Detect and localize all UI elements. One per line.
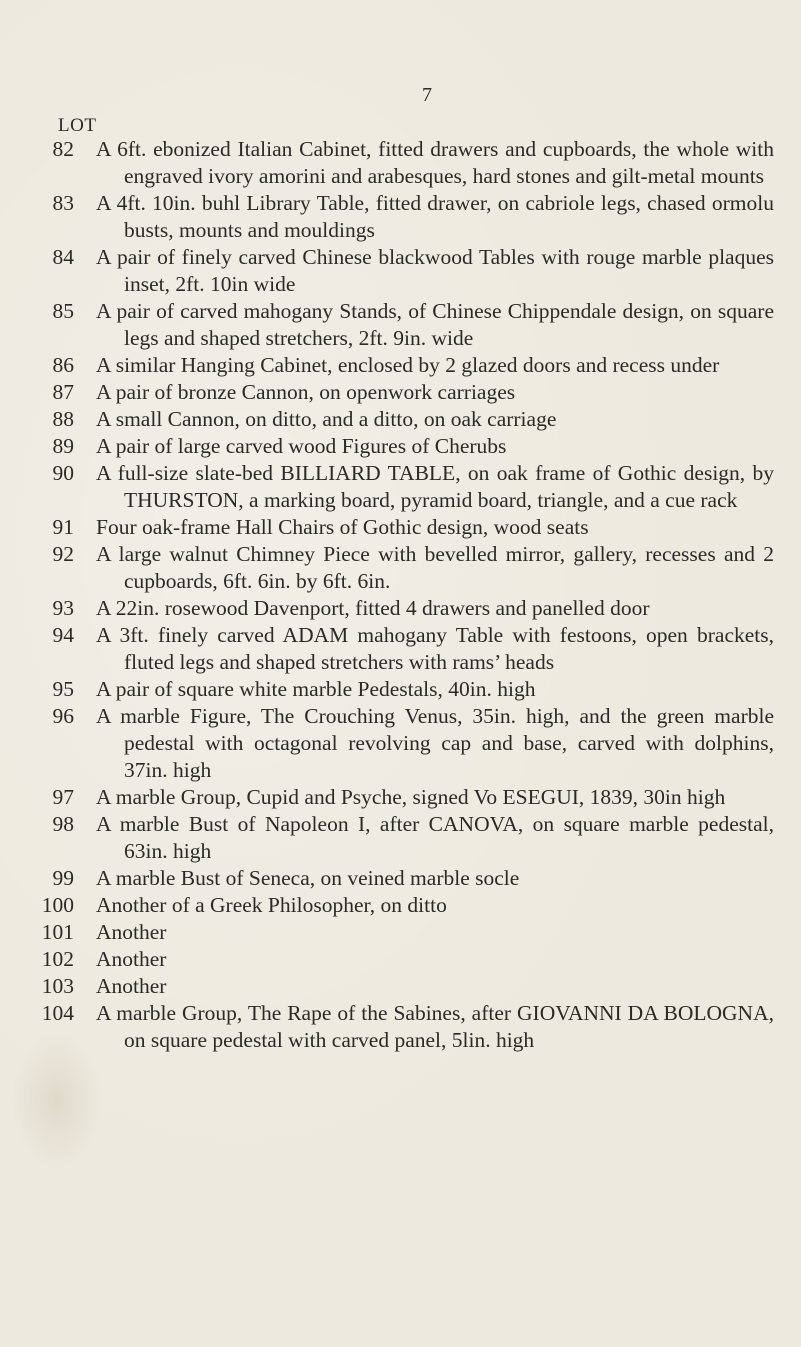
lot-number: 104 xyxy=(41,1001,74,1025)
lot-entry xyxy=(0,136,801,190)
lot-number: 86 xyxy=(52,353,74,377)
lot-entry xyxy=(0,298,801,352)
lot-entry xyxy=(0,352,801,379)
lot-description: A marble Bust of Napoleon I, after CANOVA, on square marble pedestal, 63in. high xyxy=(96,812,774,863)
lot-entry xyxy=(0,190,801,244)
lot-description: Four oak-frame Hall Chairs of Gothic design, wood seats xyxy=(96,515,589,539)
lot-number: 98 xyxy=(52,812,74,836)
lot-number: 103 xyxy=(41,974,74,998)
lot-number: 87 xyxy=(52,380,74,404)
lot-number: 82 xyxy=(52,137,74,161)
lot-description: A full-size slate-bed BILLIARD TABLE, on oak frame of Gothic design, by THURSTON, a marking board, pyramid board, triangle, and a cue rack xyxy=(96,461,774,512)
lot-number: 90 xyxy=(52,461,74,485)
lot-number: 95 xyxy=(52,677,74,701)
lot-description: A marble Group, Cupid and Psyche, signed Vo ESEGUI, 1839, 30in high xyxy=(96,785,726,809)
lot-description: A pair of square white marble Pedestals, 40in. high xyxy=(96,677,536,701)
lot-entry xyxy=(0,622,801,676)
lot-number: 83 xyxy=(52,191,74,215)
lot-number: 100 xyxy=(41,893,74,917)
lot-entry xyxy=(0,703,801,784)
lot-description: Another xyxy=(96,974,167,998)
lot-entry xyxy=(0,514,801,541)
lot-number: 94 xyxy=(52,623,74,647)
lot-entry xyxy=(0,541,801,595)
lot-entry xyxy=(0,865,801,892)
lot-description: Another xyxy=(96,947,167,971)
lot-description: A similar Hanging Cabinet, enclosed by 2 glazed doors and recess under xyxy=(96,353,720,377)
lot-number: 85 xyxy=(52,299,74,323)
lot-description: A pair of large carved wood Figures of Cherubs xyxy=(96,434,507,458)
lot-number: 102 xyxy=(41,947,74,971)
lot-number: 93 xyxy=(52,596,74,620)
lot-description: A pair of bronze Cannon, on openwork carriages xyxy=(96,380,516,404)
lot-entry xyxy=(0,595,801,622)
lot-entry xyxy=(0,946,801,973)
lot-entry xyxy=(0,379,801,406)
lot-entry xyxy=(0,784,801,811)
lot-description: A small Cannon, on ditto, and a ditto, on oak carriage xyxy=(96,407,557,431)
lot-entry xyxy=(0,811,801,865)
lot-description: A pair of carved mahogany Stands, of Chinese Chippendale design, on square legs and shaped stretchers, 2ft. 9in. wide xyxy=(96,299,774,350)
lot-column-header: LOT xyxy=(58,115,97,136)
lot-entry xyxy=(0,433,801,460)
lot-description: Another xyxy=(96,920,167,944)
lot-description: A 6ft. ebonized Italian Cabinet, fitted drawers and cupboards, the whole with engraved ivory amorini and arabesques, hard stones and gilt-metal mounts xyxy=(96,137,774,188)
lot-number: 89 xyxy=(52,434,74,458)
lot-description: A marble Bust of Seneca, on veined marble socle xyxy=(96,866,520,890)
lot-description: A pair of finely carved Chinese blackwood Tables with rouge marble plaques inset, 2ft. 10in wide xyxy=(96,245,774,296)
lot-description: A marble Group, The Rape of the Sabines, after GIOVANNI DA BOLOGNA, on square pedestal with carved panel, 5lin. high xyxy=(96,1001,774,1052)
lot-description: A 4ft. 10in. buhl Library Table, fitted drawer, on cabriole legs, chased ormolu busts, mounts and mouldings xyxy=(96,191,774,242)
lot-number: 96 xyxy=(52,704,74,728)
lot-description: Another of a Greek Philosopher, on ditto xyxy=(96,893,447,917)
lot-entry xyxy=(0,676,801,703)
lot-entry xyxy=(0,406,801,433)
lot-entry xyxy=(0,1000,801,1054)
lot-entry xyxy=(0,919,801,946)
lot-entry xyxy=(0,244,801,298)
lot-number: 84 xyxy=(52,245,74,269)
lot-number: 91 xyxy=(52,515,74,539)
page-number: 7 xyxy=(422,84,432,106)
lot-number: 92 xyxy=(52,542,74,566)
lot-entry xyxy=(0,460,801,514)
lot-number: 101 xyxy=(41,920,74,944)
lot-number: 97 xyxy=(52,785,74,809)
lot-number: 99 xyxy=(52,866,74,890)
lot-description: A marble Figure, The Crouching Venus, 35in. high, and the green marble pedestal with octagonal revolving cap and base, carved with dolphins, 37in. high xyxy=(96,704,774,782)
lot-description: A 3ft. finely carved ADAM mahogany Table with festoons, open brackets, fluted legs and shaped stretchers with rams’ heads xyxy=(96,623,774,674)
lot-description: A large walnut Chimney Piece with bevelled mirror, gallery, recesses and 2 cupboards, 6ft. 6in. by 6ft. 6in. xyxy=(96,542,774,593)
lot-list xyxy=(0,136,801,1054)
lot-number: 88 xyxy=(52,407,74,431)
lot-description: A 22in. rosewood Davenport, fitted 4 drawers and panelled door xyxy=(96,596,650,620)
lot-entry xyxy=(0,892,801,919)
lot-entry xyxy=(0,973,801,1000)
